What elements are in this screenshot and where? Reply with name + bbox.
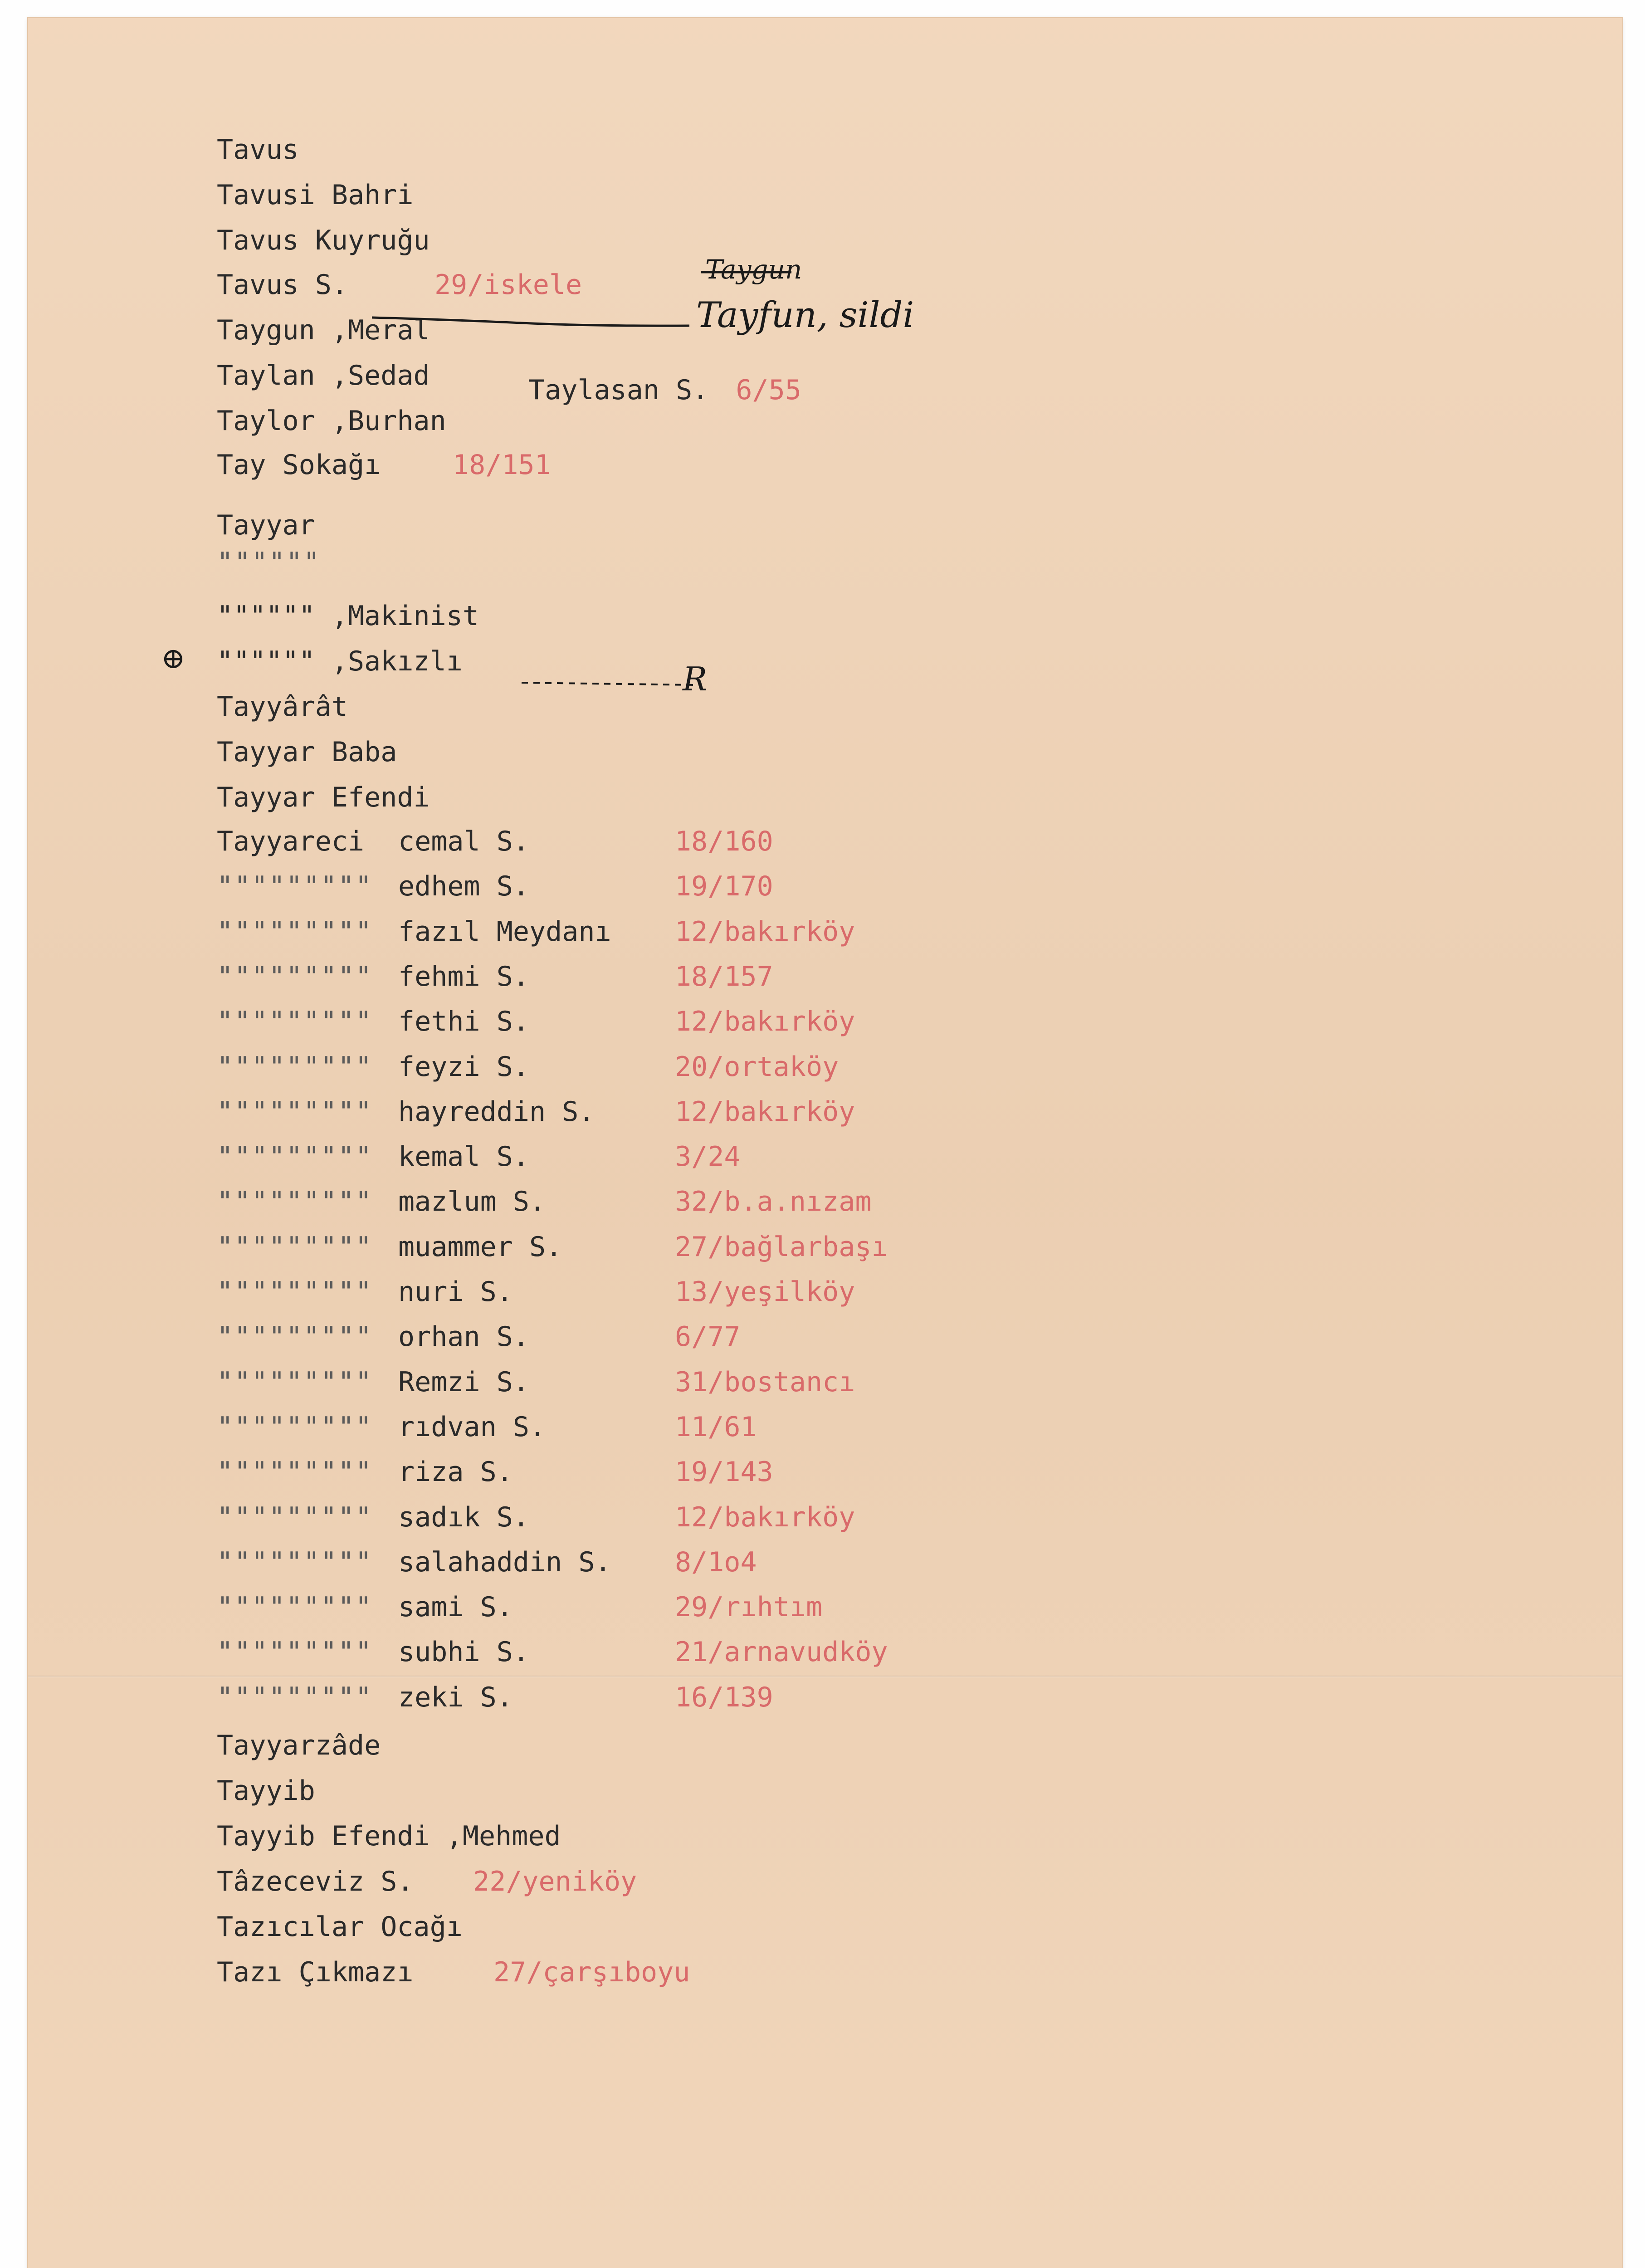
street-name: zeki S. <box>398 1681 513 1713</box>
street-name: fehmi S. <box>398 960 529 992</box>
ditto-marks: """"""""" <box>217 1276 373 1308</box>
ditto-marks: """"""""" <box>217 1051 373 1083</box>
entry-taylasan: Taylasan S. 6/55 <box>528 374 801 406</box>
entry-ref: 21/arnavudköy <box>675 1636 888 1668</box>
circle-mark: ⊕ <box>161 642 185 675</box>
ditto-marks: """"""""" <box>217 1366 373 1398</box>
entry-tazeceviz: Tâzeceviz S. 22/yeniköy <box>217 1863 413 1900</box>
entry-ref: 16/139 <box>675 1681 773 1713</box>
entry-makinist: """""" ,Makinist <box>217 600 479 632</box>
street-name: kemal S. <box>398 1141 529 1173</box>
entry-ref: 31/bostancı <box>675 1366 855 1398</box>
street-name: subhi S. <box>398 1636 529 1668</box>
entry-tayyar-baba: Tayyar Baba <box>217 736 397 768</box>
street-name: fazıl Meydanı <box>398 915 611 948</box>
street-name: orhan S. <box>398 1321 529 1353</box>
ditto-marks: """"""""" <box>217 1636 373 1668</box>
street-name: sadık S. <box>398 1501 529 1533</box>
street-name: muammer S. <box>398 1231 562 1263</box>
r-mark: R <box>683 660 708 698</box>
tayyareci-prefix: Tayyareci <box>217 826 365 857</box>
entry-ref: 29/rıhtım <box>675 1591 823 1623</box>
street-name: salahaddin S. <box>398 1546 611 1578</box>
entry-tavus-s: Tavus S. 29/iskele <box>217 267 348 303</box>
entry-tayyib-efendi: Tayyib Efendi ,Mehmed <box>217 1820 561 1852</box>
entry-ref: 27/bağlarbaşı <box>675 1231 888 1263</box>
entry-ref: 6/77 <box>675 1321 741 1353</box>
ditto-marks: """"""""" <box>217 1186 373 1218</box>
entry-tayyib: Tayyib <box>217 1775 315 1807</box>
ditto-marks: """"""""" <box>217 1321 373 1353</box>
struck-word: Taygun <box>705 254 802 285</box>
strike-line <box>372 318 689 326</box>
ditto-marks: """"""""" <box>217 1411 373 1443</box>
entry-ref: 12/bakırköy <box>675 915 855 948</box>
street-name: riza S. <box>398 1456 513 1488</box>
entry-ref: 18/157 <box>675 960 773 992</box>
entry-ref: 12/bakırköy <box>675 1095 855 1128</box>
entry-sakizli: """""" ,Sakızlı <box>217 645 463 677</box>
entry-ref: 18/160 <box>675 826 773 857</box>
entry-tazi-cikmazi: Tazı Çıkmazı 27/çarşıboyu <box>217 1954 413 1990</box>
entry-tayyar: Tayyar <box>217 509 315 541</box>
ditto-marks: """"""""" <box>217 1501 373 1533</box>
ditto-marks: """"""""" <box>217 915 373 948</box>
ditto-marks: """"""""" <box>217 1456 373 1488</box>
entry-taylor-burhan: Taylor ,Burhan <box>217 405 446 437</box>
ditto-marks: """"""""" <box>217 1095 373 1128</box>
entry-ref: 29/iskele <box>434 269 582 301</box>
entry-ref: 19/170 <box>675 870 773 903</box>
entry-ref: 13/yeşilköy <box>675 1276 855 1308</box>
street-name: sami S. <box>398 1591 513 1623</box>
entry-tavusi-bahri: Tavusi Bahri <box>217 179 414 211</box>
entry-tayyarat: Tayyârât <box>217 691 348 723</box>
entry-ref: 22/yeniköy <box>473 1866 637 1897</box>
entry-taylan-sedad: Taylan ,Sedad <box>217 360 430 391</box>
ditto-marks: """"""""" <box>217 1231 373 1263</box>
entry-tayyar-efendi: Tayyar Efendi <box>217 782 430 813</box>
entry-tayyarzade: Tayyarzâde <box>217 1730 381 1761</box>
street-name: Remzi S. <box>398 1366 529 1398</box>
entry-ref: 18/151 <box>453 449 551 481</box>
ditto-marks: """"""""" <box>217 1546 373 1578</box>
street-name: mazlum S. <box>398 1186 546 1218</box>
entry-tay-sokagi: Tay Sokağı 18/151 <box>217 447 381 483</box>
entry-ref: 3/24 <box>675 1141 741 1173</box>
entry-tazicilar-ocagi: Tazıcılar Ocağı <box>217 1911 463 1943</box>
ditto-marks: """"""""" <box>217 1591 373 1623</box>
ditto-marks: """"""""" <box>217 960 373 992</box>
entry-tavus-kuyrugu: Tavus Kuyruğu <box>217 225 430 256</box>
street-name: fethi S. <box>398 1006 529 1038</box>
street-name: edhem S. <box>398 870 529 903</box>
street-name: hayreddin S. <box>398 1095 595 1128</box>
entry-ref: 11/61 <box>675 1411 757 1443</box>
entry-ref: 12/bakırköy <box>675 1501 855 1533</box>
entry-ditto: """""" <box>217 547 321 578</box>
street-name: feyzi S. <box>398 1051 529 1083</box>
entry-ref: 32/b.a.nızam <box>675 1186 872 1218</box>
ditto-marks: """"""""" <box>217 870 373 903</box>
entry-ref: 27/çarşıboyu <box>493 1956 690 1988</box>
dotted-line <box>522 683 694 685</box>
entry-ref: 20/ortaköy <box>675 1051 839 1083</box>
entry-tavus: Tavus <box>217 134 299 166</box>
entry-ref: 12/bakırköy <box>675 1006 855 1038</box>
entry-ref: 6/55 <box>736 374 801 406</box>
street-name: nuri S. <box>398 1276 513 1308</box>
correction-text: Tayfun, sildi <box>696 295 914 336</box>
street-name: rıdvan S. <box>398 1411 546 1443</box>
entry-ref: 8/1o4 <box>675 1546 757 1578</box>
entry-ref: 19/143 <box>675 1456 773 1488</box>
ditto-marks: """"""""" <box>217 1681 373 1713</box>
street-name: cemal S. <box>398 826 529 857</box>
ditto-marks: """"""""" <box>217 1141 373 1173</box>
entry-taygun-meral: Taygun ,Meral <box>217 314 430 346</box>
ditto-marks: """"""""" <box>217 1006 373 1038</box>
